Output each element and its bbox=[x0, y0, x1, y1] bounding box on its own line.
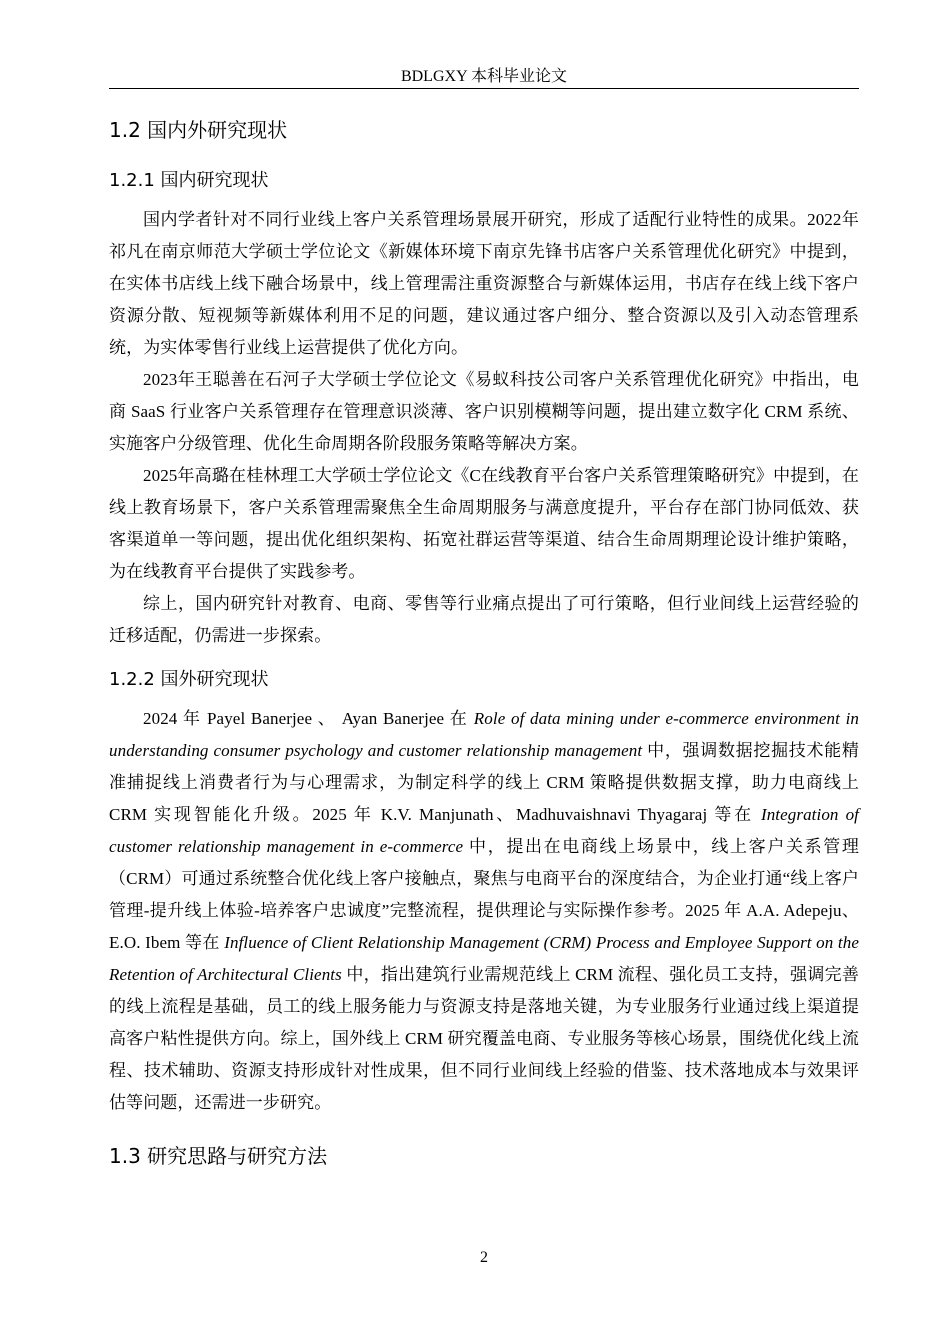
paper-title-italic: Role of data mining under e-commerce environment in understanding consumer psychology and customer relationship management bbox=[109, 709, 860, 760]
text-run: 2024 年 Payel Banerjee 、 Ayan Banerjee 在 bbox=[143, 709, 474, 728]
paragraph-domestic-1: 国内学者针对不同行业线上客户关系管理场景展开研究，形成了适配行业特性的成果。2022年祁凡在南京师范大学硕士学位论文《新媒体环境下南京先锋书店客户关系管理优化研究》中提到，在实体书店线上线下融合场景中，线上管理需注重资源整合与新媒体运用，书店存在线上线下客户资源分散、短视频等新媒体利用不足的问题，建议通过客户细分、整合资源以及引入动态管理系统，为实体零售行业线上运营提供了优化方向。 bbox=[109, 210, 859, 357]
paragraph-domestic-2: 2023年王聪善在石河子大学硕士学位论文《易蚁科技公司客户关系管理优化研究》中指出，电商 SaaS 行业客户关系管理存在管理意识淡薄、客户识别模糊等问题，提出建立数字化 CRM 系统、实施客户分级管理、优化生命周期各阶段服务策略等解决方案。 bbox=[109, 370, 859, 453]
section-heading-1-2: 1.2 国内外研究现状 bbox=[109, 118, 288, 142]
page-body bbox=[109, 114, 859, 1172]
page-header: BDLGXY 本科毕业论文 bbox=[400, 68, 568, 85]
text-run: 中，指出建筑行业需规范线上 CRM 流程、强化员工支持，强调完善的线上流程是基础，员工的线上服务能力与资源支持是落地关键，为专业服务行业通过线上渠道提高客户粘性提供方向。综上，国外线上 CRM 研究覆盖电商、专业服务等核心场景，围绕优化线上流程、技术辅助、资源支持形成针对性成果，但不同行业间线上经验的借鉴、技术落地成本与效果评估等问题，还需进一步研究。 bbox=[109, 965, 859, 1112]
paper-title-italic: Integration of customer relationship management in e-commerce bbox=[109, 805, 859, 856]
paragraph-domestic-summary: 综上，国内研究针对教育、电商、零售等行业痛点提出了可行策略，但行业间线上运营经验的迁移适配，仍需进一步探索。 bbox=[109, 594, 859, 645]
text-run: 中，强调数据挖掘技术能精准捕捉线上消费者行为与心理需求，为制定科学的线上 CRM 策略提供数据支撑，助力电商线上 CRM 实现智能化升级。2025 年 K.V. Manjunath、Madhuvaishnavi Thyagaraj 等在 bbox=[109, 741, 859, 824]
section-heading-1-2-1: 1.2.1 国内研究现状 bbox=[109, 170, 269, 191]
page-number: 2 bbox=[480, 1249, 488, 1266]
section-heading-1-2-2: 1.2.2 国外研究现状 bbox=[109, 669, 269, 690]
header-rule bbox=[109, 88, 859, 89]
paragraph-foreign bbox=[109, 703, 859, 1119]
paragraph-domestic-3: 2025年高璐在桂林理工大学硕士学位论文《C在线教育平台客户关系管理策略研究》中提到，在线上教育场景下，客户关系管理需聚焦全生命周期服务与满意度提升，平台存在部门协同低效、获客渠道单一等问题，提出优化组织架构、拓宽社群运营等渠道、结合生命周期理论设计维护策略，为在线教育平台提供了实践参考。 bbox=[109, 466, 859, 581]
paper-title-italic: Influence of Client Relationship Management (CRM) Process and Employee Support on the Retention of Architectural Clients bbox=[109, 933, 859, 984]
text-run: 中，提出在电商线上场景中，线上客户关系管理（CRM）可通过系统整合优化线上客户接触点，聚焦与电商平台的深度结合，为企业打通“线上客户管理-提升线上体验-培养客户忠诚度”完整流程，提供理论与实际操作参考。2025 年 A.A. Adepeju、E.O. Ibem 等在 bbox=[109, 837, 859, 952]
section-heading-1-3: 1.3 研究思路与研究方法 bbox=[109, 1144, 328, 1168]
